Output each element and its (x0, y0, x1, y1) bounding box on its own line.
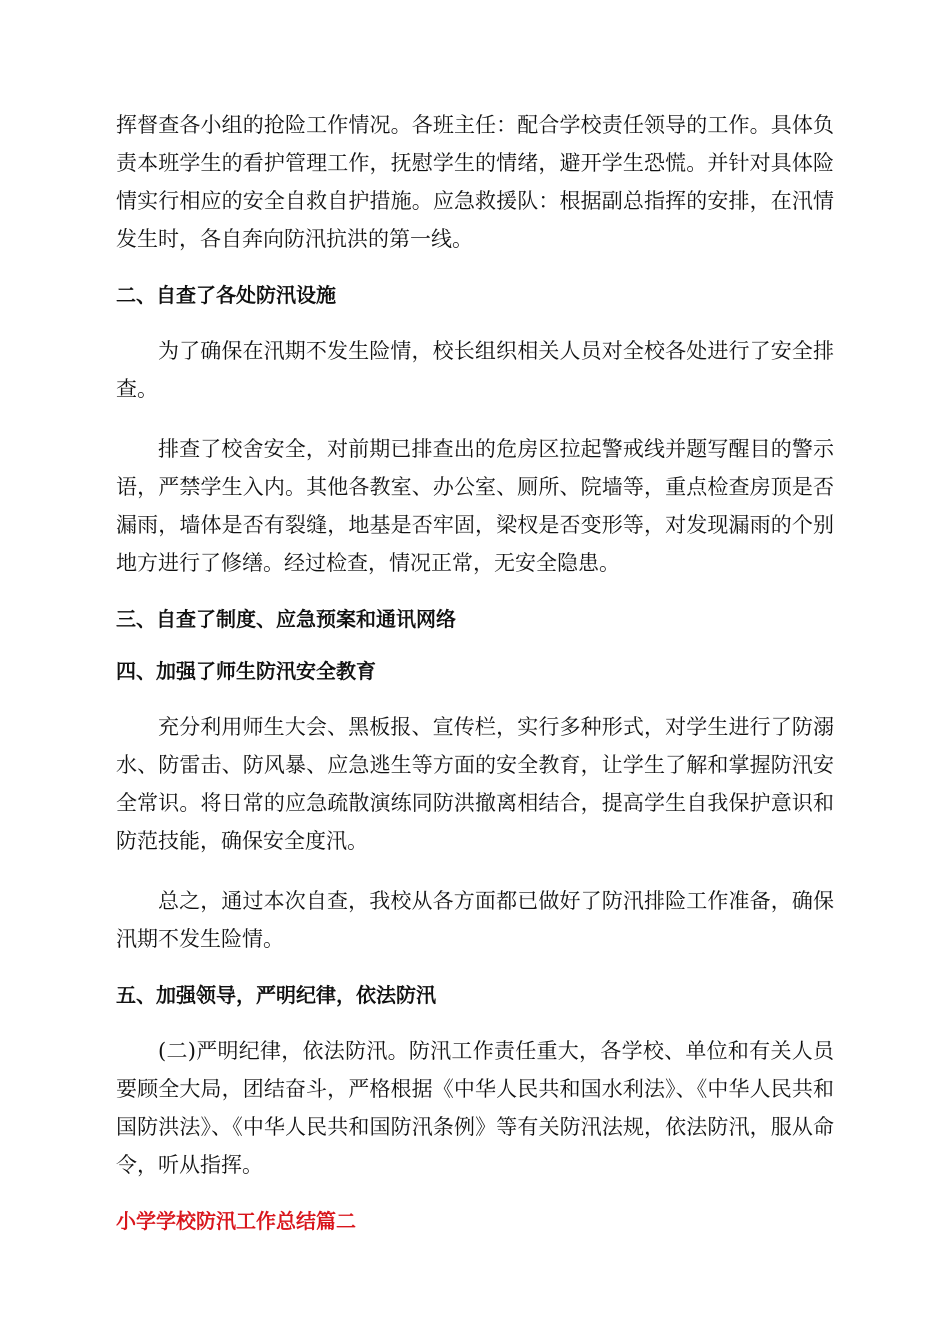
section-heading-5: 五、加强领导，严明纪律，依法防汛 (116, 983, 436, 1007)
paragraph-5: 总之，通过本次自查，我校从各方面都已做好了防汛排险工作准备，确保汛期不发生险情。 (116, 889, 834, 951)
document-page (116, 106, 834, 1258)
section-heading-3: 三、自查了制度、应急预案和通讯网络 (116, 607, 456, 631)
article-title-part-two: 小学学校防汛工作总结篇二 (116, 1209, 356, 1233)
paragraph-1: 挥督查各小组的抢险工作情况。各班主任：配合学校责任领导的工作。具体负责本班学生的看护管理工作，抚慰学生的情绪，避开学生恐慌。并针对具体险情实行相应的安全自救自护措施。应急救援队：根据副总指挥的安排，在汛情发生时，各自奔向防汛抗洪的第一线。 (116, 113, 834, 251)
paragraph-6: (二)严明纪律，依法防汛。防汛工作责任重大，各学校、单位和有关人员要顾全大局，团结奋斗，严格根据《中华人民共和国水利法》、《中华人民共和国防洪法》、《中华人民共和国防汛条例》等有关防汛法规，依法防汛，服从命令，听从指挥。 (116, 1039, 834, 1177)
paragraph-4: 充分利用师生大会、黑板报、宣传栏，实行多种形式，对学生进行了防溺水、防雷击、防风暴、应急逃生等方面的安全教育，让学生了解和掌握防汛安全常识。将日常的应急疏散演练同防洪撤离相结合，提高学生自我保护意识和防范技能，确保安全度汛。 (116, 715, 834, 853)
paragraph-2: 为了确保在汛期不发生险情，校长组织相关人员对全校各处进行了安全排查。 (116, 339, 834, 401)
section-heading-2: 二、自查了各处防汛设施 (116, 283, 336, 307)
section-heading-4: 四、加强了师生防汛安全教育 (116, 659, 376, 683)
paragraph-3: 排查了校舍安全，对前期已排查出的危房区拉起警戒线并题写醒目的警示语，严禁学生入内。其他各教室、办公室、厕所、院墙等，重点检查房顶是否漏雨，墙体是否有裂缝，地基是否牢固，梁杈是否变形等，对发现漏雨的个别地方进行了修缮。经过检查，情况正常，无安全隐患。 (116, 437, 834, 575)
